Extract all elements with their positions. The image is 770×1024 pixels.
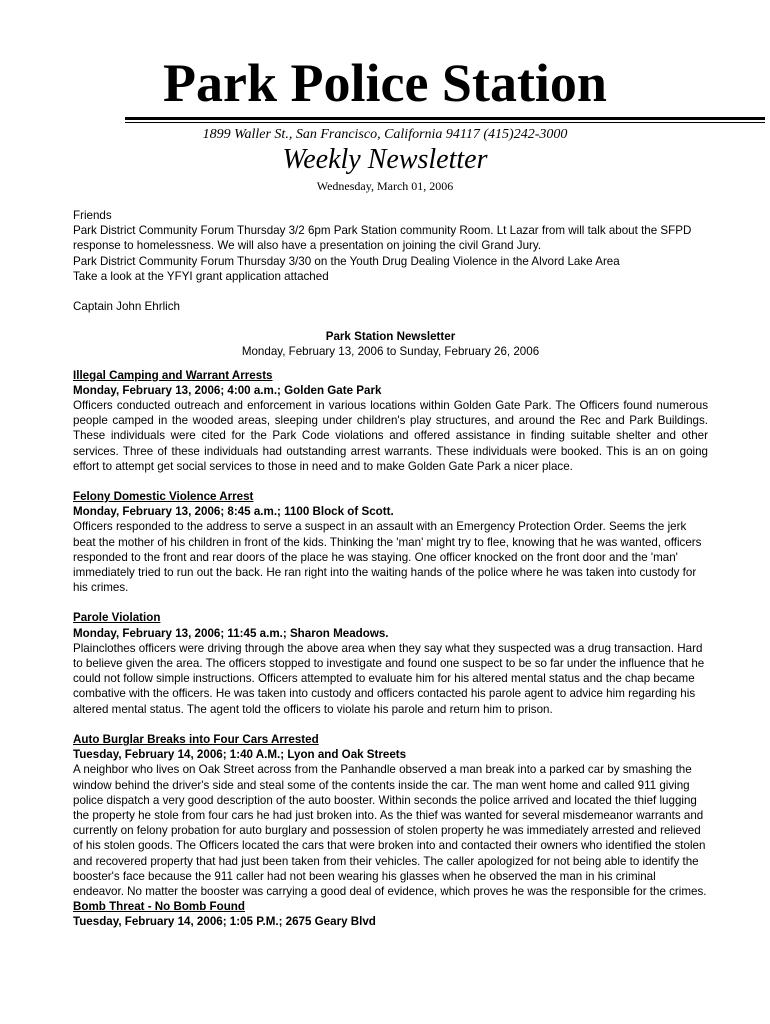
article-heading: Bomb Threat - No Bomb Found bbox=[73, 900, 245, 914]
newsletter-section-title: Park Station Newsletter bbox=[325, 330, 456, 344]
intro-grant: Take a look at the YFYI grant application attached bbox=[73, 269, 329, 283]
article-heading: Auto Burglar Breaks into Four Cars Arrested bbox=[73, 732, 319, 746]
spacer bbox=[73, 595, 708, 610]
article bbox=[73, 489, 708, 595]
intro-greeting: Friends bbox=[73, 209, 112, 222]
article-dateline: Monday, February 13, 2006; 4:00 a.m.; Golden Gate Park bbox=[73, 383, 382, 397]
title-rule-thick bbox=[125, 117, 765, 120]
article-dateline: Tuesday, February 14, 2006; 1:40 A.M.; Lyon and Oak Streets bbox=[73, 748, 407, 762]
newsletter-date-range: Monday, February 13, 2006 to Sunday, February 26, 2006 bbox=[241, 345, 540, 359]
article-dateline: Monday, February 13, 2006; 8:45 a.m.; 1100 Block of Scott. bbox=[73, 505, 394, 519]
article bbox=[73, 368, 708, 474]
spacer bbox=[73, 360, 708, 368]
article bbox=[73, 732, 708, 899]
article-heading: Felony Domestic Violence Arrest bbox=[73, 490, 254, 504]
article-heading: Parole Violation bbox=[73, 611, 161, 625]
spacer bbox=[73, 717, 708, 732]
article bbox=[73, 610, 708, 716]
station-address: 1899 Waller St., San Francisco, California 94117 (415)242-3000 bbox=[202, 127, 568, 142]
newsletter-date: Wednesday, March 01, 2006 bbox=[316, 179, 454, 193]
article bbox=[73, 899, 708, 929]
article-body: Officers conducted outreach and enforcement in various locations within Golden Gate Park. The Officers found numerous people camped in the wooded areas, sleeping under children's play structures, and around the Rec and Park Buildings. These individuals were cited for the Park Code violations and offered assistance in finding suitable shelter and other services. Three of these individuals had outstanding arrest warrants. These individuals were booked. This is an on going effort to attempt get social services to those in need and to make Golden Gate Park a nicer place. bbox=[73, 399, 708, 473]
page-title: Park Police Station bbox=[163, 53, 607, 113]
article-dateline: Monday, February 13, 2006; 11:45 a.m.; Sharon Meadows. bbox=[73, 626, 389, 640]
intro-forum-2: Park District Community Forum Thursday 3/30 on the Youth Drug Dealing Violence in the Alvord Lake Area bbox=[73, 254, 620, 268]
article-body: Plainclothes officers were driving through the above area when they say what they suspected was a drug transaction. Hard to believe given the area. The officers stopped to investigate and found one suspect to be so far under the influence that he could not follow simple instructions. Officers attempted to evaluate him for his altered mental status and the chap became combative with the officers. He was taken into custody and officers contacted his parole agent to advice him regarding his altered mental status. The agent told the officers to violate his parole and return him to prison. bbox=[73, 641, 705, 716]
article-body: A neighbor who lives on Oak Street across from the Panhandle observed a man break into a parked car by smashing the window behind the driver's side and steal some of the contents inside the car. The man went home and called 911 giving police dispatch a very good description of the auto booster. Within seconds the police arrived and located the thief lugging the property he stole from four cars he had just broken into. As the thief was wanted for several misdemeanor warrants and currently on felony probation for auto burglary and possession of stolen property he was immediately arrested and relieved of his stolen goods. The Officers located the cars that were broken into and contacted their owners who identified the stolen and recovered property that had just been taken from their vehicles. The caller apologized for not being able to identify the booster's face because the 911 caller had not been wearing his glasses when he observed the man in his criminal endeavor. No matter the booster was carrying a good deal of evidence, which proves he was the responsible for the crimes. bbox=[73, 763, 707, 898]
newsletter-subtitle: Weekly Newsletter bbox=[282, 144, 488, 175]
signature: Captain John Ehrlich bbox=[73, 300, 180, 314]
title-rule-thin bbox=[125, 122, 765, 123]
newsletter-body bbox=[73, 208, 708, 930]
article-dateline: Tuesday, February 14, 2006; 1:05 P.M.; 2675 Geary Blvd bbox=[73, 915, 376, 929]
article-body: Officers responded to the address to serve a suspect in an assault with an Emergency Protection Order. Seems the jerk beat the mother of his children in front of the kids. Thinking the 'man' might try to flee, knowing that he was wanted, officers responded to the front and rear doors of the place he was staying. One officer knocked on the front door and the 'man' immediately tried to run out the back. He ran right into the waiting hands of the police where he was taken into custody for his crimes. bbox=[73, 520, 702, 595]
spacer bbox=[73, 314, 708, 329]
intro-forum-1: Park District Community Forum Thursday 3/2 6pm Park Station community Room. Lt Lazar from will talk about the SFPD response to homelessness. We will also have a presentation on joining the civil Grand Jury. bbox=[73, 224, 692, 253]
article-heading: Illegal Camping and Warrant Arrests bbox=[73, 368, 273, 382]
spacer bbox=[73, 474, 708, 489]
spacer bbox=[73, 284, 708, 299]
